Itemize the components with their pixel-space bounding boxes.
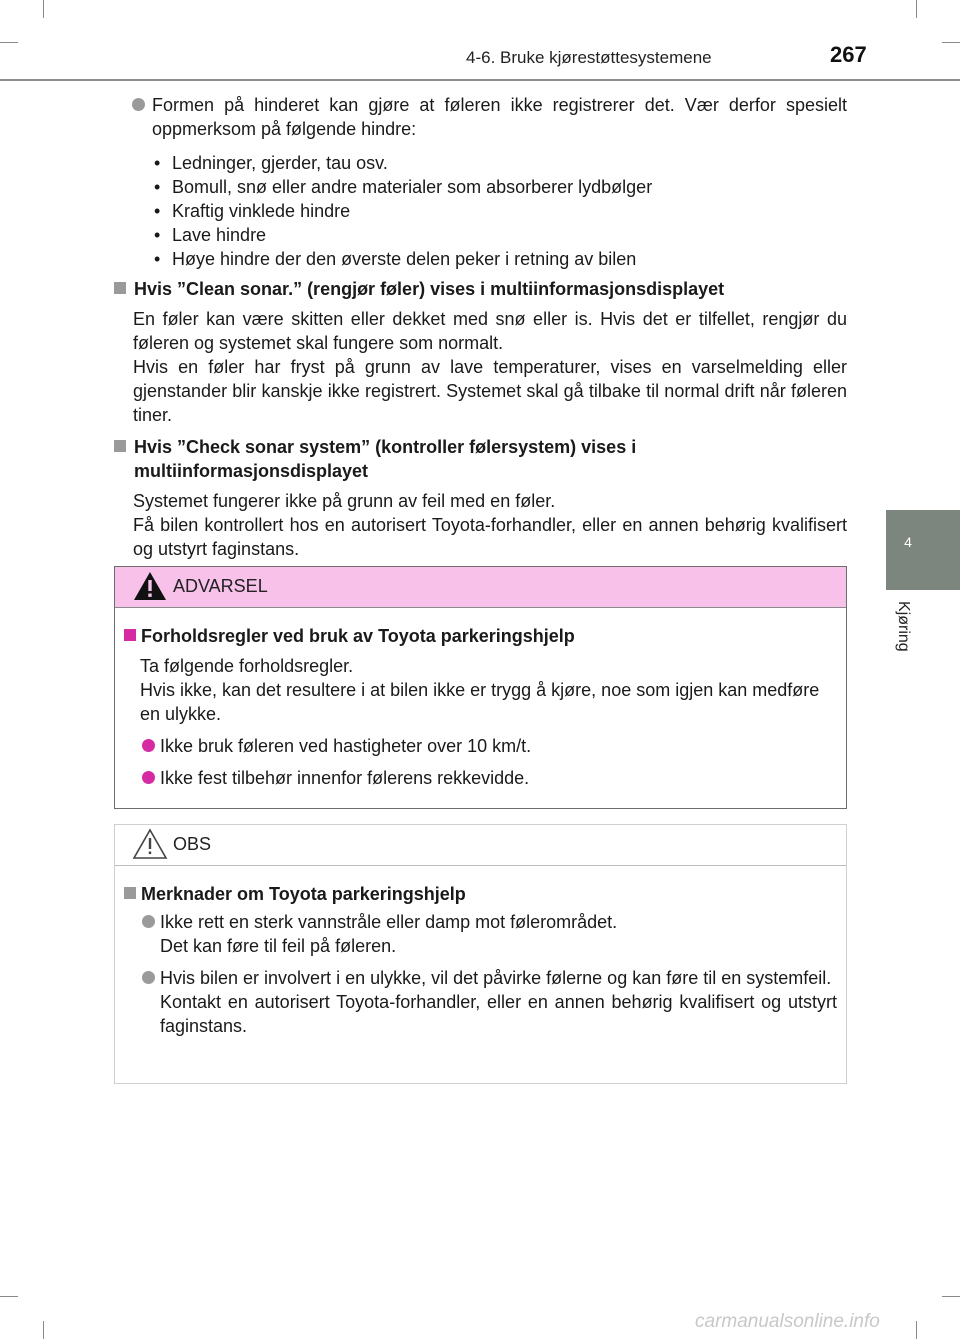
chapter-label-wrap — [894, 601, 914, 671]
list-item — [112, 247, 847, 271]
bullet-icon: • — [154, 249, 161, 269]
heading-text: Hvis ”Check sonar system” (kontroller følersystem) vises i multiinformasjonsdisplayet — [134, 437, 637, 481]
note-label: OBS — [173, 834, 212, 854]
section-title: 4-6. Bruke kjørestøttesystemene — [466, 48, 712, 67]
crop-mark — [0, 42, 18, 43]
crop-mark — [43, 1321, 44, 1339]
bullet-dot-icon — [142, 771, 155, 784]
list-item — [112, 151, 847, 175]
list-item-text: Bomull, snø eller andre materialer som absorberer lydbølger — [172, 177, 653, 197]
chapter-tab — [886, 510, 960, 590]
warning-item — [124, 766, 837, 790]
note-item — [124, 910, 837, 958]
square-bullet-icon — [114, 282, 126, 294]
list-item-text: Ledninger, gjerder, tau osv. — [172, 153, 388, 173]
list-item — [112, 199, 847, 223]
heading-text: Merknader om Toyota parkeringshjelp — [141, 884, 466, 904]
list-item — [112, 223, 847, 247]
list-item — [112, 175, 847, 199]
note-header — [115, 825, 846, 866]
main-content — [112, 93, 847, 561]
obstacle-list — [112, 151, 847, 271]
heading-text: Forholdsregler ved bruk av Toyota parkeringshjelp — [141, 626, 575, 646]
square-bullet-icon — [114, 440, 126, 452]
crop-mark — [43, 0, 44, 18]
bullet-icon: • — [154, 225, 161, 245]
paragraph: Hvis en føler har fryst på grunn av lave temperaturer, vises en varselmelding eller gjenstander blir kanskje ikke registrert. Systemet skal gå tilbake til normal drift når føleren tiner. — [133, 357, 847, 425]
item-text: Ikke bruk føleren ved hastigheter over 10 km/t. — [160, 736, 532, 756]
watermark: carmanualsonline.info — [695, 1311, 880, 1332]
section-heading-clean-sonar — [112, 277, 847, 301]
warning-item — [124, 734, 837, 758]
item-text: Ikke rett en sterk vannstråle eller damp mot følerområdet. — [160, 912, 618, 932]
bullet-dot-icon — [132, 98, 145, 111]
chapter-number: 4 — [904, 534, 912, 550]
crop-mark — [916, 1321, 917, 1339]
note-heading — [124, 882, 837, 906]
warning-heading — [124, 624, 837, 648]
bullet-icon: • — [154, 201, 161, 221]
warning-header — [115, 567, 846, 608]
note-box — [114, 824, 847, 1084]
note-body — [115, 866, 846, 1038]
caution-triangle-icon — [132, 828, 168, 860]
item-text: Ikke fest tilbehør innenfor følerens rekkevidde. — [160, 768, 530, 788]
paragraph: Få bilen kontrollert hos en autorisert Toyota-forhandler, eller en annen behørig kvalifisert og utstyrt faginstans. — [133, 515, 847, 559]
intro-bullet — [112, 93, 847, 271]
warning-triangle-icon — [132, 570, 168, 602]
paragraph: En føler kan være skitten eller dekket med snø eller is. Hvis det er tilfellet, rengjør du føleren og systemet skal fungere som normalt. — [133, 309, 847, 353]
bullet-icon: • — [154, 177, 161, 197]
warning-label: ADVARSEL — [173, 576, 268, 596]
list-item-text: Kraftig vinklede hindre — [172, 201, 351, 221]
list-item-text: Lave hindre — [172, 225, 267, 245]
page-number: 267 — [830, 42, 867, 67]
paragraph: Hvis ikke, kan det resultere i at bilen ikke er trygg å kjøre, noe som igjen kan medføre en ulykke. — [140, 680, 820, 724]
chapter-label: Kjøring — [895, 601, 912, 652]
square-bullet-icon — [124, 887, 136, 899]
item-text: Det kan føre til feil på føleren. — [160, 936, 397, 956]
warning-body — [115, 608, 846, 790]
bullet-dot-icon — [142, 739, 155, 752]
bullet-icon: • — [154, 153, 161, 173]
item-text: Kontakt en autorisert Toyota-forhandler, eller en annen behørig kvalifisert og utstyrt faginstans. — [160, 992, 837, 1036]
list-item-text: Høye hindre der den øverste delen peker i retning av bilen — [172, 249, 637, 269]
square-bullet-icon — [124, 629, 136, 641]
header-divider — [0, 79, 960, 81]
section-heading-check-sonar — [112, 435, 847, 483]
warning-box — [114, 566, 847, 809]
heading-text: Hvis ”Clean sonar.” (rengjør føler) vises i multiinformasjonsdisplayet — [134, 279, 725, 299]
paragraph: Systemet fungerer ikke på grunn av feil med en føler. — [133, 491, 556, 511]
crop-mark — [942, 42, 960, 43]
note-item — [124, 966, 837, 1038]
item-text: Hvis bilen er involvert i en ulykke, vil det påvirke følerne og kan føre til en systemfeil. — [160, 968, 832, 988]
intro-text: Formen på hinderet kan gjøre at føleren ikke registrerer det. Vær derfor spesielt oppmerksom på følgende hindre: — [152, 95, 847, 139]
bullet-dot-icon — [142, 915, 155, 928]
bullet-dot-icon — [142, 971, 155, 984]
crop-mark — [916, 0, 917, 18]
paragraph: Ta følgende forholdsregler. — [140, 656, 354, 676]
crop-mark — [0, 1296, 18, 1297]
crop-mark — [942, 1296, 960, 1297]
